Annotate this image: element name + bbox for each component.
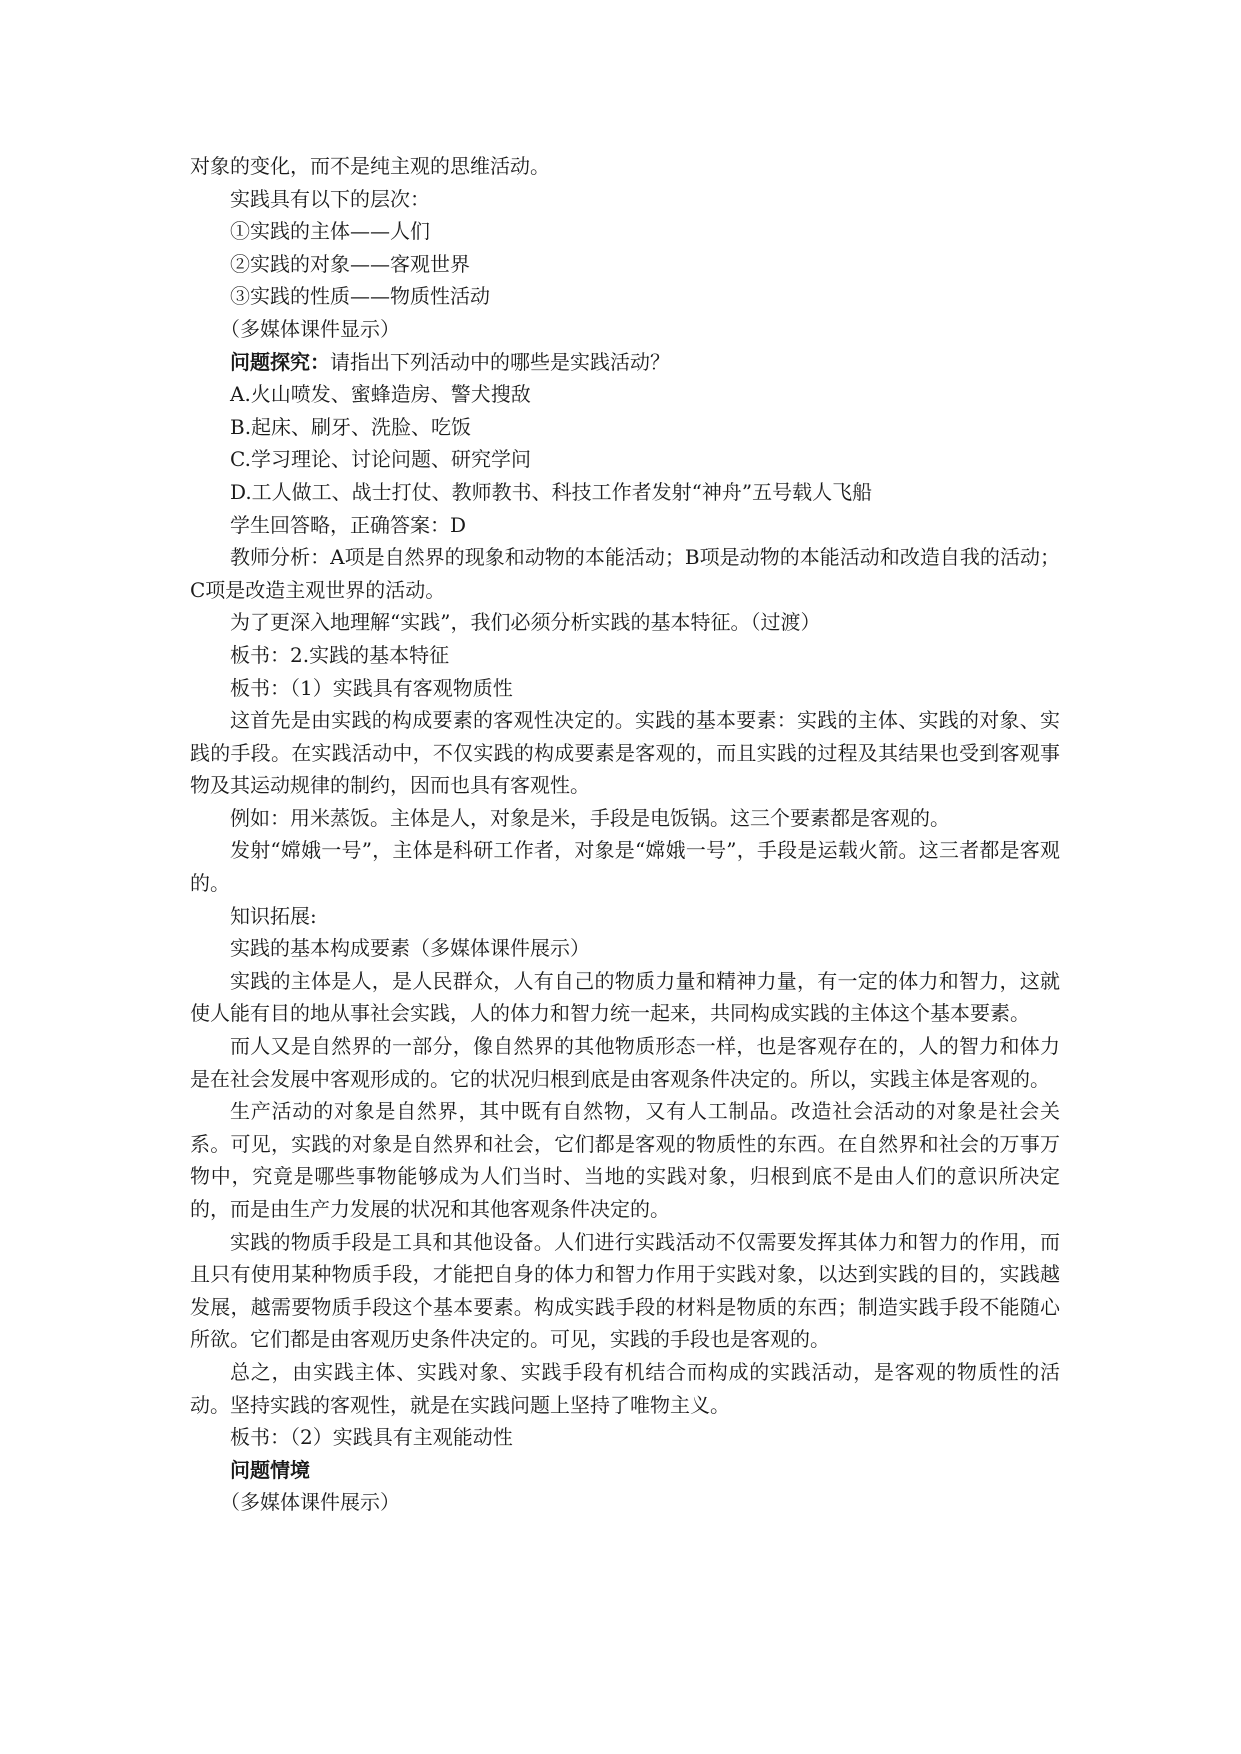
paragraph-text: 请指出下列活动中的哪些是实践活动？ xyxy=(330,349,670,374)
paragraph: 发射“嫦娥一号”，主体是科研工作者，对象是“嫦娥一号”，手段是运载火箭。这三者都是客观的。 xyxy=(190,838,1060,896)
list-item: ①实践的主体——人们 xyxy=(230,219,430,244)
option-d: D.工人做工、战士打仗、教师教书、科技工作者发射“神舟”五号载人飞船 xyxy=(230,479,873,504)
paragraph: 学生回答略，正确答案：D xyxy=(230,512,467,537)
paragraph: 例如：用米蒸饭。主体是人，对象是米，手段是电饭锅。这三个要素都是客观的。 xyxy=(230,805,950,830)
document-body xyxy=(190,150,1060,1519)
paragraph: （多媒体课件展示） xyxy=(220,1490,400,1515)
board-note: 板书：（1）实践具有客观物质性 xyxy=(230,675,513,700)
bold-lead: 问题探究： xyxy=(230,349,330,374)
paragraph: 知识拓展: xyxy=(230,903,317,928)
list-item: ②实践的对象——客观世界 xyxy=(230,251,470,276)
option-c: C.学习理论、讨论问题、研究学问 xyxy=(230,447,531,472)
paragraph: 为了更深入地理解“实践”，我们必须分析实践的基本特征。（过渡） xyxy=(230,610,821,635)
paragraph xyxy=(190,346,1060,379)
section-heading: 问题情境 xyxy=(230,1457,310,1482)
paragraph: 总之，由实践主体、实践对象、实践手段有机结合而构成的实践活动，是客观的物质性的活动。坚持实践的客观性，就是在实践问题上坚持了唯物主义。 xyxy=(190,1359,1060,1417)
paragraph: 实践的物质手段是工具和其他设备。人们进行实践活动不仅需要发挥其体力和智力的作用，而且只有使用某种物质手段，才能把自身的体力和智力作用于实践对象，以达到实践的目的，实践越发展，越需要物质手段这个基本要素。构成实践手段的材料是物质的东西；制造实践手段不能随心所欲。它们都是由客观历史条件决定的。可见，实践的手段也是客观的。 xyxy=(190,1229,1060,1352)
paragraph: 生产活动的对象是自然界，其中既有自然物，又有人工制品。改造社会活动的对象是社会关系。可见，实践的对象是自然界和社会，它们都是客观的物质性的东西。在自然界和社会的万事万物中，究竟是哪些事物能够成为人们当时、当地的实践对象，归根到底不是由人们的意识所决定的，而是由生产力发展的状况和其他客观条件决定的。 xyxy=(190,1099,1060,1221)
board-note: 板书：2.实践的基本特征 xyxy=(230,642,450,667)
paragraph: 实践的基本构成要素（多媒体课件展示） xyxy=(230,936,590,961)
option-b: B.起床、刷牙、洗脸、吃饭 xyxy=(230,414,472,439)
list-item: ③实践的性质——物质性活动 xyxy=(230,284,490,309)
paragraph: （多媒体课件显示） xyxy=(220,316,400,341)
paragraph: 实践具有以下的层次： xyxy=(230,186,430,211)
board-note: 板书：（2）实践具有主观能动性 xyxy=(230,1425,513,1450)
paragraph: 教师分析：A项是自然界的现象和动物的本能活动；B项是动物的本能活动和改造自我的活动；C项是改造主观世界的活动。 xyxy=(190,545,1060,602)
option-a: A.火山喷发、蜜蜂造房、警犬搜敌 xyxy=(230,382,531,407)
paragraph: 对象的变化，而不是纯主观的思维活动。 xyxy=(190,154,550,178)
paragraph: 而人又是自然界的一部分，像自然界的其他物质形态一样，也是客观存在的，人的智力和体力是在社会发展中客观形成的。它的状况归根到底是由客观条件决定的。所以，实践主体是客观的。 xyxy=(190,1034,1060,1091)
paragraph: 实践的主体是人，是人民群众，人有自己的物质力量和精神力量，有一定的体力和智力，这就使人能有目的地从事社会实践，人的体力和智力统一起来，共同构成实践的主体这个基本要素。 xyxy=(190,968,1060,1026)
paragraph: 这首先是由实践的构成要素的客观性决定的。实践的基本要素：实践的主体、实践的对象、实践的手段。在实践活动中，不仅实践的构成要素是客观的，而且实践的过程及其结果也受到客观事物及其运动规律的制约，因而也具有客观性。 xyxy=(190,708,1060,798)
